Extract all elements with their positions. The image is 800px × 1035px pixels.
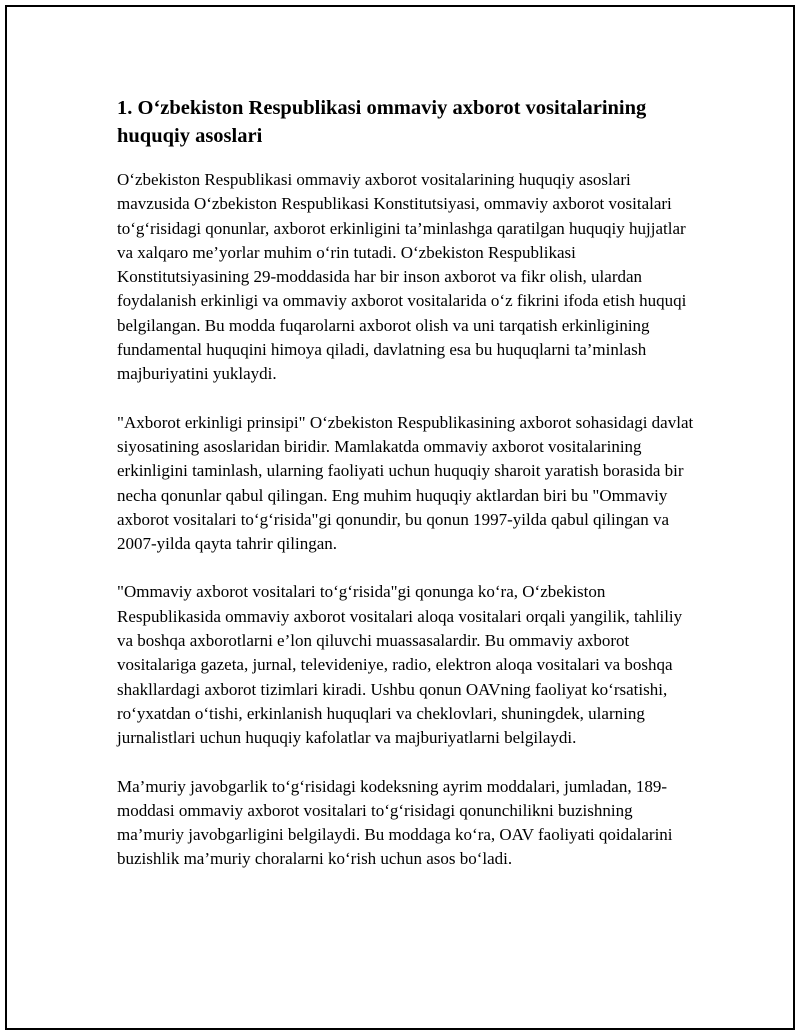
paragraph-4: Ma’muriy javobgarlik to‘g‘risidagi kodeksning ayrim moddalari, jumladan, 189-moddasi ommaviy axborot vositalari to‘g‘risidagi qonunchilikni buzishning ma’muriy javobgarligini belgilaydi. Bu moddaga ko‘ra, OAV faoliyati qoidalarini buzishlik ma’muriy choralarni ko‘rish uchun asos bo‘ladi. <box>117 776 673 869</box>
paragraph-2: "Axborot erkinligi prinsipi" O‘zbekiston Respublikasining axborot sohasidagi davlat siyosatining asoslaridan biridir. Mamlakatda ommaviy axborot vositalarining erkinligini taminlash, ularning faoliyati uchun huquqiy sharoit yaratish borasida bir necha qonunlar qabul qilingan. Eng muhim huquqiy aktlardan biri bu "Ommaviy axborot vositalari to‘g‘risida"gi qonundir, bu qonun 1997-yilda qabul qilingan va 2007-yilda qayta tahrir qilingan. <box>117 412 694 554</box>
document-body <box>117 94 697 896</box>
paragraph-1: O‘zbekiston Respublikasi ommaviy axborot vositalarining huquqiy asoslari mavzusida O‘zbekiston Respublikasi Konstitutsiyasi, ommaviy axborot vositalari to‘g‘risidagi qonunlar, axborot erkinligini ta’minlashga qaratilgan huquqiy hujjatlar va xalqaro me’yorlar muhim o‘rin tutadi. O‘zbekiston Respublikasi Konstitutsiyasining 29-moddasida har bir inson axborot va fikr olish, ulardan foydalanish erkinligi va ommaviy axborot vositalarida o‘z fikrini ifoda etish huquqi belgilangan. Bu modda fuqarolarni axborot olish va uni tarqatish erkinligining fundamental huquqini himoya qiladi, davlatning esa bu huquqlarni ta’minlash majburiyatini yuklaydi. <box>117 170 687 384</box>
paragraph-3: "Ommaviy axborot vositalari to‘g‘risida"gi qonunga ko‘ra, O‘zbekiston Respublikasida ommaviy axborot vositalari aloqa vositalari orqali yangilik, tahliliy va boshqa axborotlarni e’lon qiluvchi muassasalardir. Bu ommaviy axborot vositalariga gazeta, jurnal, televideniye, radio, elektron aloqa vositalari va boshqa shakllardagi axborot tizimlari kiradi. Ushbu qonun OAVning faoliyat ko‘rsatishi, ro‘yxatdan o‘tishi, erkinlanish huquqlari va cheklovlari, shuningdek, ularning jurnalistlari uchun huquqiy kafolatlar va majburiyatlarni belgilaydi. <box>117 582 683 748</box>
document-title: 1. O‘zbekiston Respublikasi ommaviy axborot vositalarining huquqiy asoslari <box>117 97 647 147</box>
